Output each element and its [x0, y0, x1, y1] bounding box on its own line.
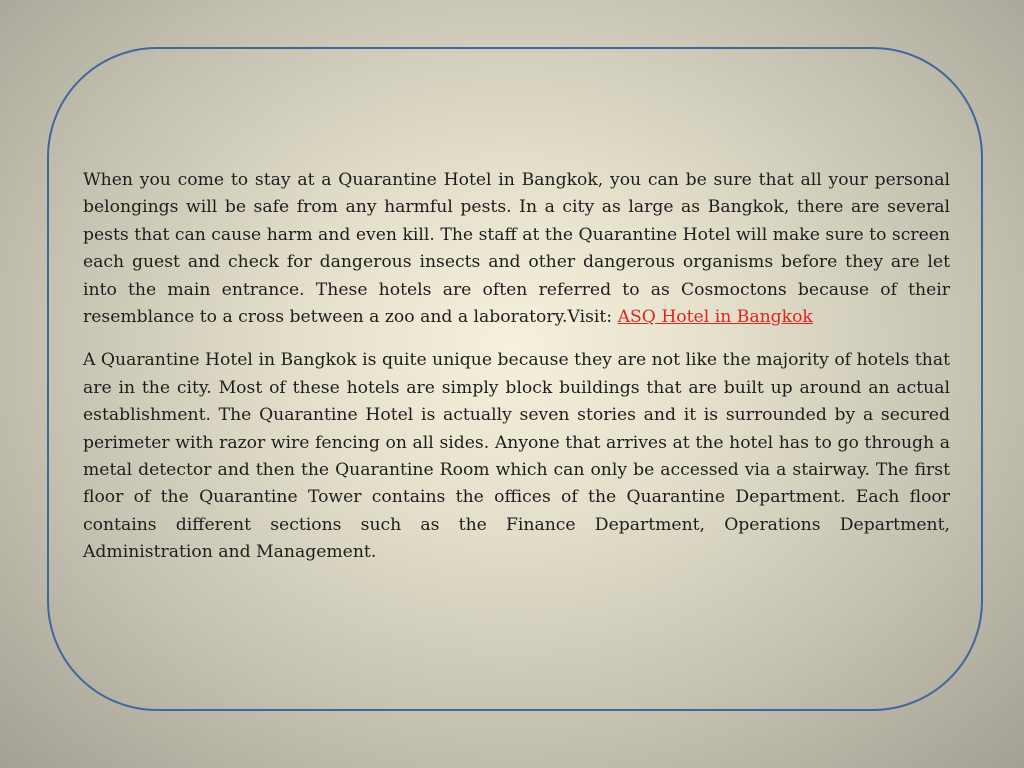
asq-hotel-link[interactable]: ASQ Hotel in Bangkok [617, 307, 813, 328]
paragraph-1 [83, 167, 950, 331]
paragraph-2: A Quarantine Hotel in Bangkok is quite unique because they are not like the majority of hotels that are in the city. Most of these hotels are simply block buildings that are built up around an actual establishment. The Quarantine Hotel is actually seven stories and it is surrounded by a secured perimeter with razor wire fencing on all sides. Anyone that arrives at the hotel has to go through a metal detector and then the Quarantine Room which can only be accessed via a stairway. The first floor of the Quarantine Tower contains the offices of the Quarantine Department. Each floor contains different sections such as the Finance Department, Operations Department, Administration and Management. [83, 350, 950, 563]
slide-body [83, 167, 950, 583]
paragraph-1-text: When you come to stay at a Quarantine Hotel in Bangkok, you can be sure that all your personal belongings will be safe from any harmful pests. In a city as large as Bangkok, there are several pests that can cause harm and even kill. The staff at the Quarantine Hotel will make sure to screen each guest and check for dangerous insects and other dangerous organisms before they are let into the main entrance. These hotels are often referred to as Cosmoctons because of their resemblance to a cross between a zoo and a laboratory.Visit: [83, 170, 950, 328]
